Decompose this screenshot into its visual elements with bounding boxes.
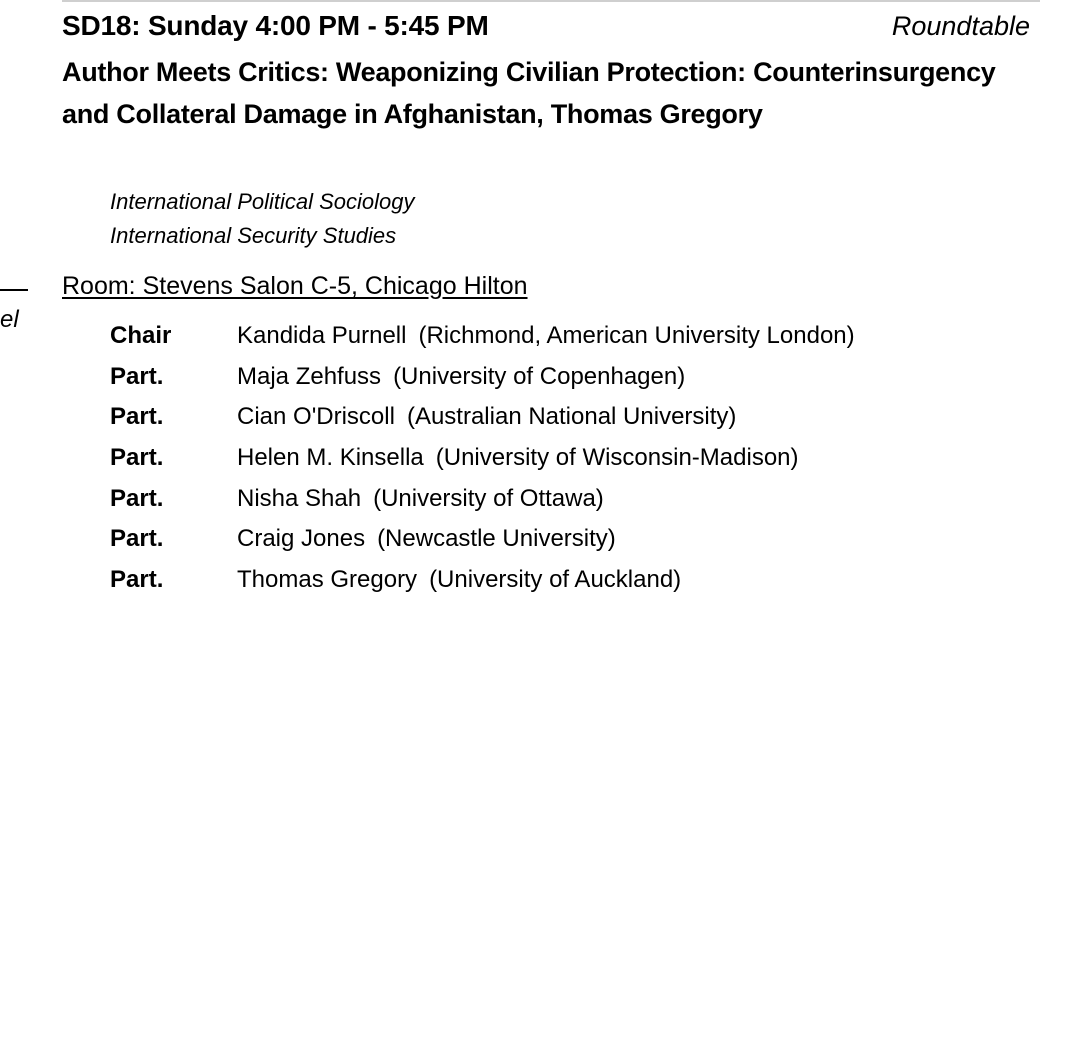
participant-row: [110, 357, 1030, 398]
participant-role: Part.: [110, 403, 164, 431]
participant-role: Chair: [110, 322, 172, 349]
participant-list: [110, 316, 1030, 601]
participant-name: Cian O'Driscoll: [237, 403, 395, 431]
participant-affiliation: (University of Wisconsin-Madison): [435, 444, 799, 472]
participant-row: [110, 316, 1030, 357]
section-item: International Political Sociology: [110, 189, 415, 214]
participant-affiliation: (University of Ottawa): [373, 484, 604, 512]
participant-affiliation: (Australian National University): [406, 403, 737, 431]
participant-role: Part.: [110, 362, 164, 390]
participant-entry: [237, 357, 685, 397]
room-location: Room: Stevens Salon C-5, Chicago Hilton: [62, 272, 528, 300]
participant-row: [110, 560, 1030, 601]
participant-entry: [237, 316, 855, 356]
participant-row: [110, 519, 1030, 560]
participant-row: [110, 397, 1030, 438]
participant-name: Maja Zehfuss: [237, 362, 382, 390]
session-title: Author Meets Critics: Weaponizing Civilian Protection: Counterinsurgency and Collateral Damage in Afghanistan, Thomas Gregory: [62, 57, 996, 129]
participant-entry: [237, 438, 799, 478]
participant-role: Part.: [110, 566, 164, 594]
participant-row: [110, 438, 1030, 479]
participant-affiliation: (Newcastle University): [377, 525, 616, 553]
sponsoring-sections: [110, 185, 415, 253]
participant-role: Part.: [110, 484, 164, 512]
participant-name: Craig Jones: [237, 525, 366, 553]
margin-divider: [0, 289, 28, 291]
participant-name: Helen M. Kinsella: [237, 444, 424, 472]
session-header: [62, 8, 1032, 48]
participant-affiliation: (Richmond, American University London): [418, 322, 855, 349]
participant-entry: [237, 397, 736, 437]
participant-entry: [237, 560, 681, 600]
session-type: Roundtable: [891, 11, 1030, 41]
session-code-time: SD18: Sunday 4:00 PM - 5:45 PM: [62, 10, 489, 41]
participant-role: Part.: [110, 444, 164, 472]
top-divider: [62, 0, 1040, 2]
participant-affiliation: (University of Auckland): [429, 566, 682, 594]
participant-entry: [237, 479, 604, 519]
section-item: International Security Studies: [110, 223, 397, 248]
participant-name: Kandida Purnell: [237, 322, 407, 349]
participant-name: Nisha Shah: [237, 484, 362, 512]
participant-affiliation: (University of Copenhagen): [393, 362, 686, 390]
participant-entry: [237, 519, 616, 559]
margin-text-fragment: el: [0, 306, 19, 333]
participant-name: Thomas Gregory: [237, 566, 418, 594]
participant-role: Part.: [110, 525, 164, 553]
participant-row: [110, 479, 1030, 520]
